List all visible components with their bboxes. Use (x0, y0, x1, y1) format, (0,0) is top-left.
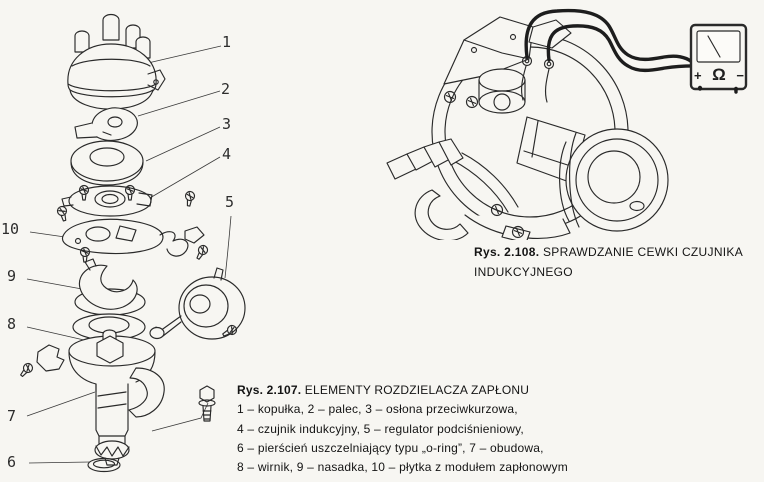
part-callout-7: 7 (7, 407, 17, 425)
fig-2107-exploded-diagram (0, 0, 270, 482)
part-9-sleeve (75, 259, 145, 315)
part-7-housing (37, 330, 164, 465)
ohmmeter-scale-label (694, 66, 744, 84)
fig-2107-legend-line-3: 6 – pierścień uszczelniający typu „o-ring”, 7 – obudowa, (237, 440, 544, 455)
fig-2107-legend-line-4: 8 – wirnik, 9 – nasadka, 10 – płytka z modułem zapłonowym (237, 460, 568, 475)
part-3-dust-cover (71, 141, 143, 185)
meter-plus-label: + (694, 67, 702, 83)
part-1-distributor-cap (68, 15, 165, 110)
fig-2108-caption-line2: INDUKCYJNEGO (474, 265, 573, 279)
fig-2107-caption-title: ELEMENTY ROZDZIELACZA ZAPŁONU (304, 383, 530, 397)
part-callout-1: 1 (222, 33, 232, 51)
fig-2107-legend-line-2: 4 – czujnik indukcyjny, 5 – regulator podciśnieniowy, (237, 421, 524, 436)
part-callout-3: 3 (222, 115, 232, 133)
meter-omega-label: Ω (712, 65, 726, 84)
fig-2108-caption-label: Rys. 2.108. (474, 245, 540, 259)
part-callout-8: 8 (7, 315, 17, 333)
part-5-vacuum-unit (150, 268, 245, 339)
fig-2108-caption (474, 242, 764, 282)
part-4-inductive-sensor (62, 186, 152, 216)
fig-2108-test-diagram (380, 0, 764, 240)
part-callout-9: 9 (7, 267, 17, 285)
part-callout-2: 2 (221, 80, 231, 98)
part-callout-6: 6 (7, 453, 17, 471)
part-10-module-plate (62, 219, 204, 256)
part-callout-5: 5 (225, 193, 235, 211)
fig-2108-caption-line1: SPRAWDZANIE CEWKI CZUJNIKA (543, 245, 744, 259)
fig-2107-caption (237, 381, 617, 477)
fig-2107-caption-label: Rys. 2.107. (237, 383, 302, 397)
fig-2107-legend-line-1: 1 – kopułka, 2 – palec, 3 – osłona przeciwkurzowa, (237, 402, 518, 417)
meter-minus-label: − (736, 67, 744, 83)
part-callout-4: 4 (222, 145, 232, 163)
hold-down-bolt (199, 386, 215, 421)
part-2-rotor-arm (75, 108, 137, 141)
part-callout-10: 10 (1, 220, 20, 238)
